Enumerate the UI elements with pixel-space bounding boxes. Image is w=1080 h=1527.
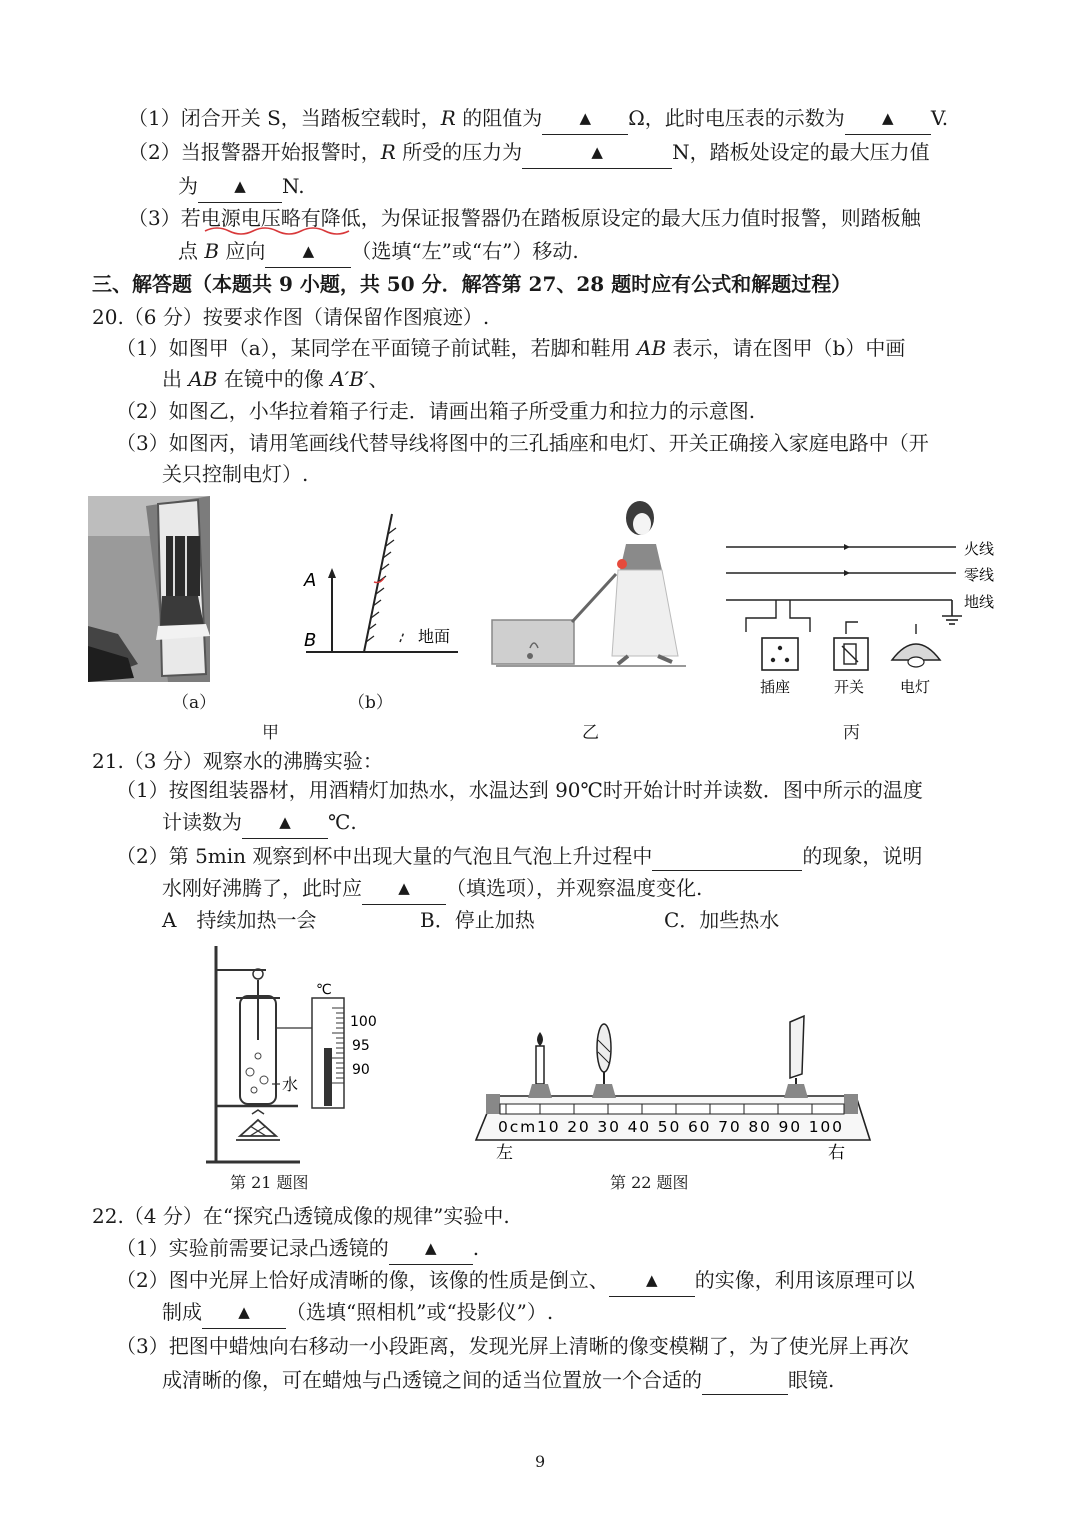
box — [492, 620, 574, 664]
candle — [536, 1046, 544, 1084]
light-screen — [790, 1016, 804, 1078]
q19-part1: （1）闭合开关 S，当踏板空载时，R 的阻值为 ▲ Ω，此时电压表的示数为 ▲ V. — [128, 104, 948, 135]
answer-blank[interactable] — [702, 1366, 788, 1395]
q20-title: 20.（6 分）按要求作图（请保留作图痕迹）. — [92, 305, 490, 329]
q21-part2: （2）第 5min 观察到杯中出现大量的气泡且气泡上升过程中 的现象，说明 — [116, 842, 922, 871]
boiling-apparatus — [200, 944, 390, 1166]
fig22-caption: 第 22 题图 — [610, 1173, 689, 1192]
tick-100: 100 — [350, 1014, 377, 1030]
ruler-scale: 0cm10 20 30 40 50 60 70 80 90 100 — [498, 1118, 842, 1136]
answer-blank[interactable]: ▲ — [522, 138, 672, 169]
q19-part3: （3）若电源电压略有降低，为保证报警器仍在踏板原设定的最大压力值时报警，则踏板触 — [128, 206, 921, 230]
answer-blank[interactable]: ▲ — [265, 237, 351, 268]
answer-blank[interactable]: ▲ — [609, 1266, 695, 1297]
q21-part1-cont: 计读数为 ▲ ℃. — [162, 808, 357, 839]
q21-option-b: B．停止加热 — [420, 908, 535, 932]
answer-blank[interactable]: ▲ — [389, 1234, 473, 1265]
unit-label: ℃ — [316, 982, 332, 998]
mirror-shoe-photo — [88, 496, 210, 682]
fig-yi-label: 乙 — [582, 723, 599, 743]
lamp-label: 电灯 — [900, 678, 931, 696]
page-number: 9 — [535, 1452, 546, 1471]
answer-blank[interactable]: ▲ — [242, 808, 328, 839]
water-label: 水 — [282, 1075, 299, 1094]
fig21-caption: 第 21 题图 — [230, 1173, 309, 1192]
q19-part2-cont: 为 ▲ N. — [178, 172, 305, 203]
q22-part2-cont: 制成 ▲ （选填“照相机”或“投影仪”）. — [162, 1298, 553, 1329]
mercury-column — [324, 1048, 332, 1106]
right-label: 右 — [828, 1143, 845, 1163]
section-heading: 三、解答题（本题共 9 小题，共 50 分．解答第 27、28 题时应有公式和解题过程） — [92, 272, 852, 296]
answer-blank[interactable]: ▲ — [845, 104, 931, 135]
q20-part3: （3）如图丙，请用笔画线代替导线将图中的三孔插座和电灯、开关正确接入家庭电路中（开 — [116, 431, 929, 455]
fig-jia-label: 甲 — [262, 723, 279, 743]
switch-label: 开关 — [834, 678, 865, 696]
q22-part3-cont: 成清晰的像，可在蜡烛与凸透镜之间的适当位置放一个合适的 眼镜. — [162, 1366, 834, 1395]
q19-part3-cont: 点 B 应向 ▲ （选填“左”或“右”）移动. — [178, 237, 579, 268]
answer-blank[interactable]: ▲ — [362, 874, 446, 905]
q21-option-a: A 持续加热一会 — [162, 908, 317, 932]
pull-handle — [572, 574, 616, 622]
q21-title: 21.（3 分）观察水的沸腾实验： — [92, 749, 383, 773]
optical-bench — [472, 1012, 882, 1162]
mirror-diagram — [296, 506, 466, 656]
q22-part1: （1）实验前需要记录凸透镜的 ▲ . — [116, 1234, 479, 1265]
left-label: 左 — [496, 1143, 513, 1163]
fig-a-label: （a） — [172, 693, 217, 713]
fig-bing-label: 丙 — [843, 723, 860, 743]
q21-part1: （1）按图组装器材，用酒精灯加热水，水温达到 90℃时开始计时并读数．图中所示的温度 — [116, 778, 923, 802]
ground-label: 地面 — [418, 627, 451, 646]
q21-part2-cont: 水刚好沸腾了，此时应 ▲ （填选项），并观察温度变化. — [162, 874, 702, 905]
q22-part2: （2）图中光屏上恰好成清晰的像，该像的性质是倒立、 ▲ 的实像，利用该原理可以 — [116, 1266, 915, 1297]
q19-part2: （2）当报警器开始报警时，R 所受的压力为 ▲ N，踏板处设定的最大压力值 — [128, 138, 930, 169]
tick-95: 95 — [352, 1038, 370, 1054]
q22-part3: （3）把图中蜡烛向右移动一小段距离，发现光屏上清晰的像变模糊了，为了使光屏上再次 — [116, 1334, 909, 1358]
fig-b-label: （b） — [348, 693, 393, 713]
girl-pulling-box — [490, 496, 690, 676]
neutral-label: 零线 — [964, 566, 995, 584]
label-b: B — [304, 630, 317, 651]
convex-lens — [597, 1024, 611, 1072]
q20-part2: （2）如图乙，小华拉着箱子行走．请画出箱子所受重力和拉力的示意图. — [116, 399, 756, 423]
answer-blank[interactable]: ▲ — [542, 104, 628, 135]
earth-label: 地线 — [964, 593, 995, 611]
q20-part1: （1）如图甲（a），某同学在平面镜子前试鞋，若脚和鞋用 AB 表示，请在图甲（b）中画 — [116, 336, 906, 360]
q20-part1-cont: 出 AB 在镜中的像 A′B′、 — [162, 367, 389, 391]
answer-blank[interactable]: ▲ — [202, 1298, 286, 1329]
tick-90: 90 — [352, 1062, 370, 1078]
socket-label: 插座 — [760, 678, 791, 696]
live-label: 火线 — [964, 540, 995, 558]
switch-icon — [834, 638, 868, 670]
label-a: A — [304, 570, 317, 591]
alcohol-lamp — [240, 1120, 276, 1136]
home-circuit-diagram — [720, 534, 1020, 704]
q21-option-c: C．加些热水 — [664, 908, 780, 932]
q22-title: 22.（4 分）在“探究凸透镜成像的规律”实验中. — [92, 1204, 510, 1228]
answer-blank[interactable]: ▲ — [198, 172, 282, 203]
q20-part3-cont: 关只控制电灯）. — [162, 462, 309, 486]
socket-icon — [762, 638, 798, 670]
answer-blank[interactable] — [652, 842, 802, 871]
